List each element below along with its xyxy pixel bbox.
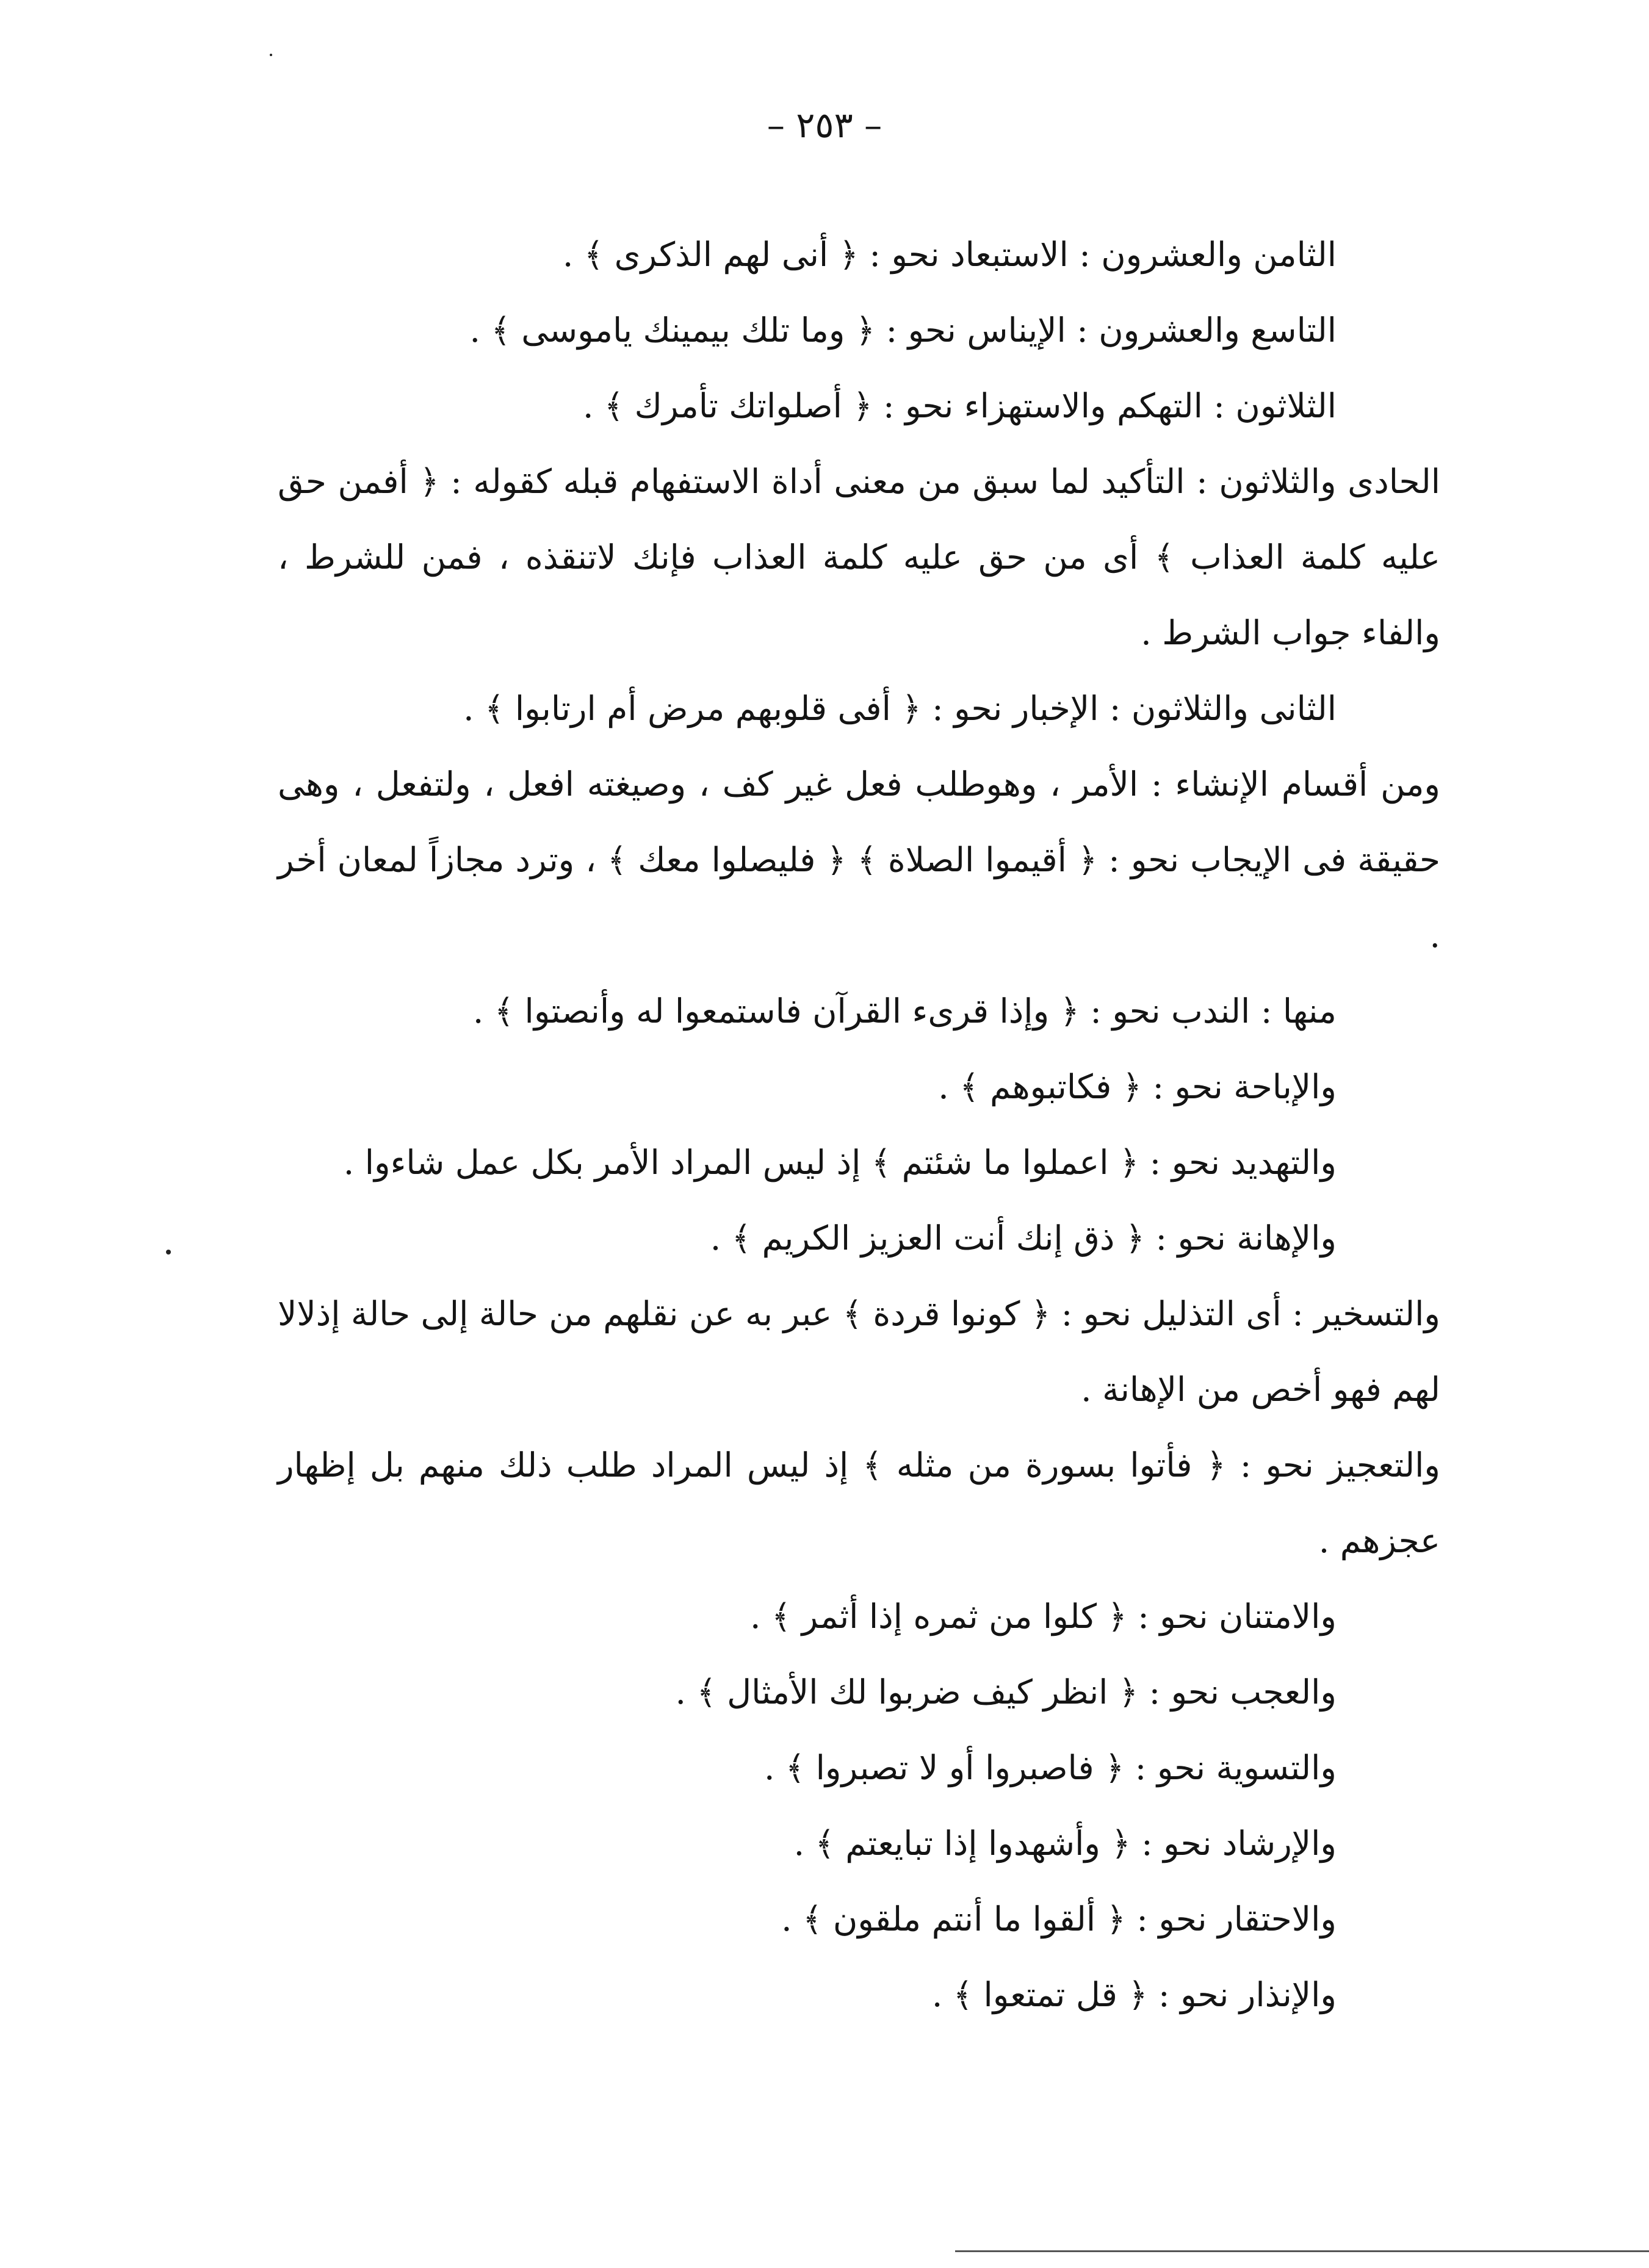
scan-speck — [166, 1250, 171, 1255]
paragraph-31-tawkid: الحادى والثلاثون : التأكيد لما سبق من معنى أداة الاستفهام قبله كقوله : ﴿ أفمن حق عليه كلمة العذاب ﴾ أى من حق عليه كلمة العذاب فإنك لاتنقذه ، فمن للشرط ، والفاء جواب الشرط . — [278, 462, 1440, 652]
paragraph-imtinan: والامتنان نحو : ﴿ كلوا من ثمره إذا أثمر ﴾ . — [750, 1597, 1337, 1636]
paragraph-indhar: والإنذار نحو : ﴿ قل تمتعوا ﴾ . — [931, 1975, 1337, 2014]
paragraph-tahdid: والتهديد نحو : ﴿ اعملوا ما شئتم ﴾ إذ ليس المراد الأمر بكل عمل شاءوا . — [343, 1143, 1337, 1182]
paragraph-28-istibaad: الثامن والعشرون : الاستبعاد نحو : ﴿ أنى لهم الذكرى ﴾ . — [562, 235, 1337, 274]
paragraph-tajiz: والتعجيز نحو : ﴿ فأتوا بسورة من مثله ﴾ إذ ليس المراد طلب ذلك منهم بل إظهار عجزهم . — [278, 1445, 1440, 1560]
paragraph-taskhir: والتسخير : أى التذليل نحو : ﴿ كونوا قردة ﴾ عبر به عن نقلهم من حالة إلى حالة إذلالا لهم فهو أخص من الإهانة . — [278, 1294, 1440, 1409]
paragraph-ibaha: والإباحة نحو : ﴿ فكاتبوهم ﴾ . — [938, 1067, 1337, 1106]
paragraph-ihtiqar: والاحتقار نحو : ﴿ ألقوا ما أنتم ملقون ﴾ . — [781, 1899, 1337, 1939]
paragraph-30-tahakkum: الثلاثون : التهكم والاستهزاء نحو : ﴿ أصلواتك تأمرك ﴾ . — [582, 386, 1337, 425]
paragraph-irshad: والإرشاد نحو : ﴿ وأشهدوا إذا تبايعتم ﴾ . — [793, 1824, 1337, 1863]
paragraph-32-ikhbar: الثانى والثلاثون : الإخبار نحو : ﴿ أفى قلوبهم مرض أم ارتابوا ﴾ . — [463, 689, 1337, 728]
scan-speck — [270, 54, 272, 56]
paragraph-taswiya: والتسوية نحو : ﴿ فاصبروا أو لا تصبروا ﴾ . — [763, 1748, 1337, 1787]
paragraph-29-inas: التاسع والعشرون : الإيناس نحو : ﴿ وما تلك بيمينك ياموسى ﴾ . — [469, 311, 1337, 350]
page-body — [278, 217, 1440, 2032]
paragraph-ajab: والعجب نحو : ﴿ انظر كيف ضربوا لك الأمثال ﴾ . — [675, 1672, 1337, 1712]
paragraph-ihana: والإهانة نحو : ﴿ ذق إنك أنت العزيز الكريم ﴾ . — [710, 1219, 1337, 1258]
page-number: – ٢٥٣ – — [767, 104, 882, 146]
paragraph-nadb: منها : الندب نحو : ﴿ وإذا قرىء القرآن فاستمعوا له وأنصتوا ﴾ . — [472, 992, 1337, 1031]
paragraph-amr: ومن أقسام الإنشاء : الأمر ، وهوطلب فعل غير كف ، وصيغته افعل ، ولتفعل ، وهى حقيقة فى الإيجاب نحو : ﴿ أقيموا الصلاة ﴾ ﴿ فليصلوا معك ﴾ ، وترد مجازاً لمعان أخر . — [278, 765, 1440, 955]
scan-edge-line — [955, 2250, 1649, 2252]
